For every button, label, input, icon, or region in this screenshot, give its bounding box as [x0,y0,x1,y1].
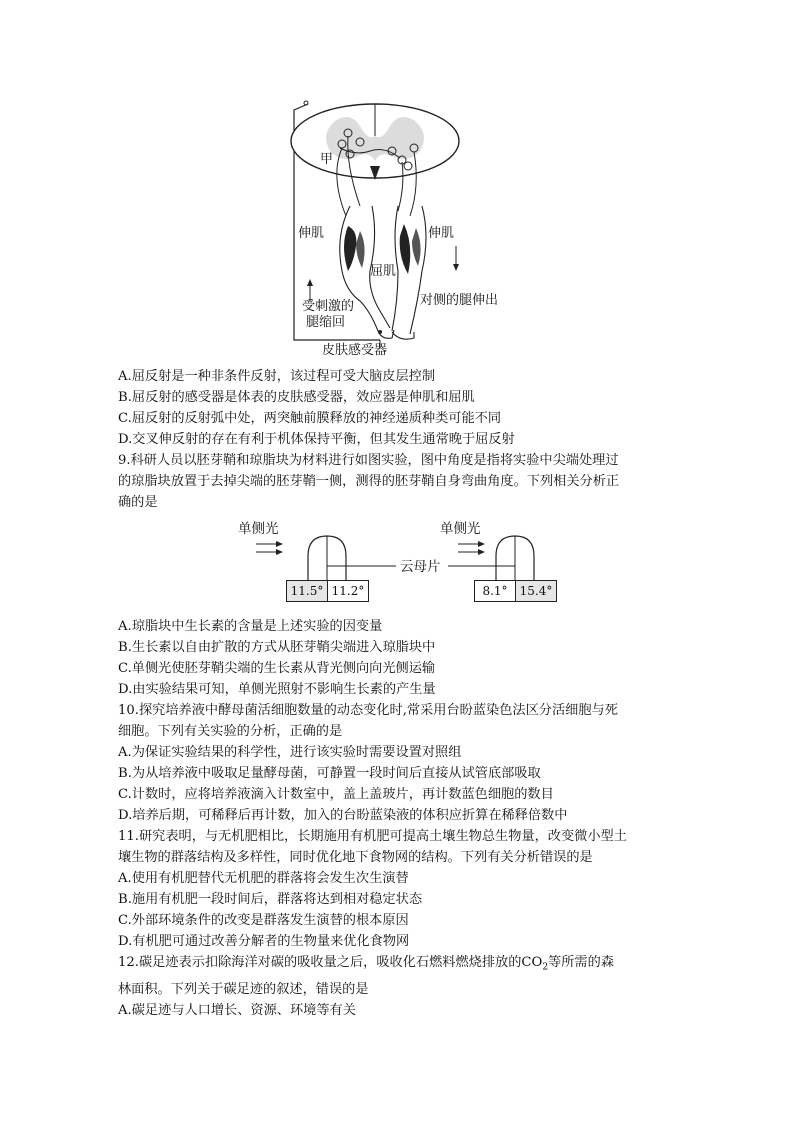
q9-stem-line-1: 9.科研人员以胚芽鞘和琼脂块为材料进行如图实验，图中角度是指将实验中尖端处理过 [118,453,619,468]
q9-option-c: C.单侧光使胚芽鞘尖端的生长素从背光侧向向光侧运输 [118,661,436,676]
q11-option-b: B.施用有机肥一段时间后，群落将达到相对稳定状态 [118,892,423,907]
label-flexor: 屈肌 [370,264,397,279]
q8-option-d: D.交叉伸反射的存在有利于机体保持平衡，但其发生通常晚于屈反射 [118,432,515,447]
q9-stem-line-2: 的琼脂块放置于去掉尖端的胚芽鞘一侧，测得的胚芽鞘自身弯曲角度。下列相关分析正 [118,474,620,489]
q12-stem-line-1 [118,952,678,979]
q9-stem-line-3: 确的是 [118,495,158,510]
q11-option-c: C.外部环境条件的改变是群落发生演替的根本原因 [118,913,409,928]
label-stimulated-leg-2: 腿缩回 [306,315,346,330]
q12-option-a: A.碳足迹与人口增长、资源、环境等有关 [118,1002,356,1018]
q9-option-b: B.生长素以自由扩散的方式从胚芽鞘尖端进入琼脂块中 [118,640,436,655]
label-extensor-right: 伸肌 [428,226,455,241]
left-block-value-2: 11.2° [327,580,369,602]
reflex-diagram [280,96,520,366]
left-block-value-1: 11.5° [286,580,328,602]
q12-co2-subscript: 2 [542,962,549,973]
q9-option-d: D.由实验结果可知，单侧光照射不影响生长素的产生量 [118,682,436,697]
coleoptile-diagram [236,516,576,611]
q8-option-b: B.屈反射的感受器是体表的皮肤感受器，效应器是伸肌和屈肌 [118,390,475,405]
q10-option-a: A.为保证实验结果的科学性，进行该实验时需要设置对照组 [118,745,462,760]
q8-option-c: C.屈反射的反射弧中处，两突触前膜释放的神经递质种类可能不同 [118,411,502,426]
q11-stem-line-2: 壤生物的群落结构及多样性，同时优化地下食物网的结构。下列有关分析错误的是 [118,850,593,865]
label-opposite-leg: 对侧的腿伸出 [420,293,499,308]
q12-stem-line-2: 林面积。下列关于碳足迹的叙述，错误的是 [118,981,369,997]
q10-option-d: D.培养后期，可稀释后再计数，加入的台盼蓝染液的体积应折算在稀释倍数中 [118,808,568,823]
q9-option-a: A.琼脂块中生长素的含量是上述实验的因变量 [118,619,383,634]
q10-option-b: B.为从培养液中吸取足量酵母菌，可静置一段时间后直接从试管底部吸取 [118,766,541,781]
q11-option-a: A.使用有机肥替代无机肥的群落将会发生次生演替 [118,871,409,886]
q10-stem-line-1: 10.探究培养液中酵母菌活细胞数量的动态变化时,常采用台盼蓝染色法区分活细胞与死 [118,703,618,718]
label-extensor-left: 伸肌 [298,226,325,241]
right-block-value-2: 15.4° [515,580,557,602]
label-jia: 甲 [320,152,334,167]
questions-block [118,616,678,1021]
q8-option-a: A.屈反射是一种非条件反射，该过程可受大脑皮层控制 [118,369,436,384]
q12-stem-line-1-post: 等所需的森 [548,955,614,970]
light-label-left: 单侧光 [238,521,279,537]
q11-stem-line-1: 11.研究表明，与无机肥相比，长期施用有机肥可提高土壤生物总生物量，改变微小型土 [118,829,627,844]
q10-option-c: C.计数时，应将培养液滴入计数室中，盖上盖玻片，再计数蓝色细胞的数目 [118,787,554,802]
label-skin-receptor: 皮肤感受器 [322,343,388,358]
q12-stem-line-1-pre: 12.碳足迹表示扣除海洋对碳的吸收量之后，吸收化石燃料燃烧排放的CO [118,955,543,970]
q10-stem-line-2: 细胞。下列有关实验的分析，正确的是 [118,724,343,739]
light-label-right: 单侧光 [440,521,481,537]
q8-options [118,366,678,513]
mica-label: 云母片 [400,559,441,575]
right-block-value-1: 8.1° [474,580,516,602]
q11-option-d: D.有机肥可通过改善分解者的生物量来优化食物网 [118,934,410,949]
label-stimulated-leg-1: 受刺激的 [302,299,355,314]
